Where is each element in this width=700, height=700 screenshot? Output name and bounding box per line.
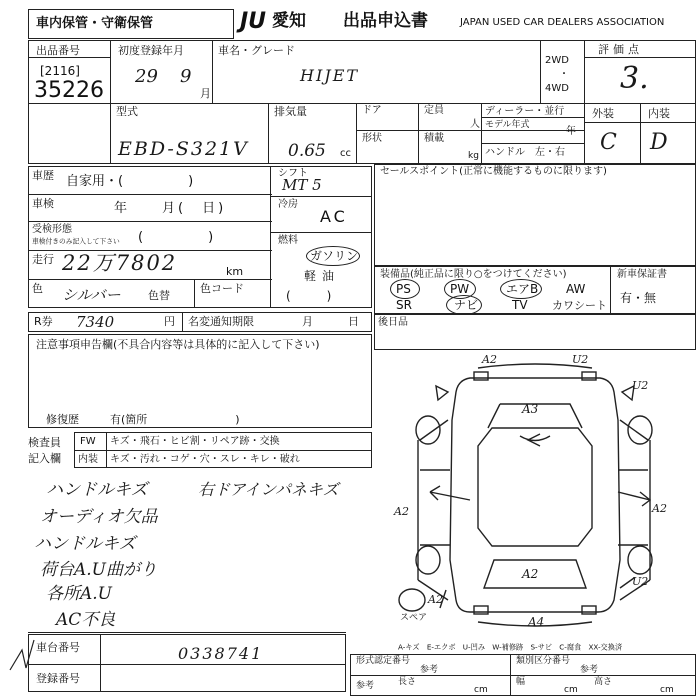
handwritten-note-right: 右ドアインパネキズ	[198, 480, 339, 499]
equip-pw: PW	[450, 282, 470, 296]
damage-mark-left: A2	[394, 505, 409, 518]
selling-point-label: セールスポイント(正常に機能するものに限ります)	[380, 166, 607, 177]
name-change-month: 月	[302, 315, 313, 328]
inspection-label: 車検	[32, 197, 54, 210]
spare-label: スペア	[400, 613, 428, 623]
load-label: 積載	[424, 133, 444, 144]
storage-title: 車内保管・守衛保管	[36, 16, 154, 31]
dealer-label: ディーラー・並行	[485, 106, 565, 117]
damage-mark-rear-bed: A2	[522, 567, 539, 581]
height-unit: cm	[660, 685, 674, 695]
mileage-unit: km	[226, 265, 244, 278]
damage-mark-front: A2	[482, 353, 497, 366]
length-unit: cm	[474, 685, 488, 695]
damage-mark-rear: A4	[528, 615, 545, 629]
inspection-value: 年 月( 日)	[114, 201, 227, 216]
door-label: ドア	[362, 105, 382, 116]
damage-mark-roof: A3	[522, 402, 539, 416]
lot-number: 35226	[34, 78, 104, 103]
fw-label: FW	[80, 436, 96, 447]
handwritten-note-3: ハンドルキズ	[34, 534, 136, 554]
shift-label: シフト	[278, 168, 308, 179]
interior-value: D	[650, 130, 668, 155]
ref-label: 参考	[356, 681, 375, 691]
damage-mark-rear-left: A2	[428, 593, 443, 606]
receive-note: 車検付きのみ記入して下さい	[32, 238, 120, 246]
fuel-label: 燃料	[278, 235, 298, 246]
displacement-value: 0.65	[288, 141, 326, 161]
displacement-unit: cc	[340, 148, 351, 159]
shift-value: MT 5	[282, 176, 322, 194]
drive-4wd: 4WD	[545, 83, 569, 94]
chassis-label: 車台番号	[36, 641, 80, 654]
type-approval-label: 形式認定番号	[356, 656, 411, 666]
type-approval-ref: 参考	[420, 665, 439, 675]
equip-seat: カワシート	[552, 299, 607, 312]
fuel-diesel: 軽油	[304, 269, 341, 283]
fuel-other: ( )	[286, 289, 332, 303]
width-label: 幅	[516, 677, 526, 687]
drive-2wd: 2WD	[545, 55, 569, 66]
handwritten-note-6: AC不良	[56, 610, 116, 630]
mileage-value: 22万7802	[62, 251, 178, 275]
year-unit: 年	[566, 126, 576, 137]
recycle-label: R券	[34, 315, 53, 328]
damage-legend: A-キズ E-エクボ U-凹み W-補修跡 S-サビ C-腐食 XX-交換済	[398, 644, 623, 653]
receive-label: 受検形態	[32, 224, 72, 235]
registration-label: 登録番号	[36, 672, 80, 685]
equip-sr: SR	[396, 298, 412, 312]
first-reg-month: 9	[180, 66, 192, 87]
usage-label: 車歴	[32, 169, 54, 182]
color-code-label: 色コード	[200, 282, 244, 295]
model-label: 型式	[116, 105, 138, 118]
equip-navi: ナビ	[454, 298, 479, 312]
width-unit: cm	[564, 685, 578, 695]
ac-value: AC	[320, 207, 348, 226]
model-value: EBD-S321V	[118, 138, 249, 160]
repair-history-label: 修復歴	[46, 413, 79, 426]
interior-check-items: キズ・汚れ・コゲ・穴・スレ・キレ・破れ	[110, 454, 300, 465]
equip-ps: PS	[396, 282, 411, 296]
fw-items: キズ・飛石・ヒビ割・リペア跡・交換	[110, 436, 280, 447]
handle-label: ハンドル 左・右	[485, 147, 565, 158]
receive-value: ( )	[138, 230, 214, 245]
recycle-unit: 円	[164, 315, 175, 328]
repair-history-value: 有(箇所 )	[110, 413, 240, 426]
capacity-label: 定員	[424, 105, 444, 116]
car-name-label: 車名・グレード	[218, 44, 295, 57]
handwritten-note-4: 荷台A.U曲がり	[40, 560, 158, 580]
damage-mark-rear-right: U2	[632, 575, 649, 588]
rear-item-label: 後日品	[378, 317, 408, 328]
equip-aw: AW	[566, 282, 586, 296]
handwritten-note-1: ハンドルキズ	[46, 480, 148, 500]
inspector-label-2: 記入欄	[28, 452, 61, 465]
org-name: 愛知	[272, 11, 306, 31]
equip-tv: TV	[512, 298, 528, 312]
fuel-gasoline: ガソリン	[310, 249, 359, 263]
car-name-value: HIJET	[300, 66, 360, 85]
handwritten-note-2: オーディオ欠品	[40, 507, 158, 527]
form-title: 出品申込書	[343, 11, 428, 31]
score-value: 3.	[620, 61, 649, 96]
shape-label: 形状	[362, 133, 382, 144]
first-reg-year: 29	[135, 66, 158, 87]
lot-label: 出品番号	[36, 44, 80, 57]
interior-check-label: 内装	[78, 454, 98, 465]
category-label: 類別区分番号	[516, 656, 571, 666]
length-label: 長さ	[398, 677, 417, 687]
capacity-unit: 人	[470, 119, 480, 130]
mileage-label: 走行	[32, 253, 54, 266]
score-label: 評価点	[598, 43, 643, 56]
warranty-label: 新車保証書	[617, 269, 667, 280]
first-reg-month-unit: 月	[200, 87, 211, 100]
first-reg-label: 初度登録年月	[118, 44, 184, 57]
exterior-value: C	[600, 130, 617, 155]
warranty-value: 有・無	[620, 291, 657, 305]
inspector-label-1: 検査員	[28, 436, 61, 449]
color-value: シルバー	[62, 286, 121, 304]
association-name: JAPAN USED CAR DEALERS ASSOCIATION	[460, 17, 665, 28]
ac-label: 冷房	[278, 199, 298, 210]
color-change-label: 色替	[148, 289, 170, 302]
damage-mark-front-right: U2	[572, 353, 589, 366]
load-unit: kg	[468, 151, 479, 161]
damage-mark-right-front: U2	[632, 379, 649, 392]
color-label: 色	[32, 282, 43, 295]
usage-value: 自家用・( )	[66, 174, 194, 189]
category-ref: 参考	[580, 665, 599, 675]
interior-label: 内装	[648, 107, 670, 120]
displacement-label: 排気量	[274, 105, 307, 118]
notes-label: 注意事項申告欄(不具合内容等は具体的に記入して下さい)	[36, 338, 320, 351]
equip-airbag: エアB	[506, 282, 539, 296]
chassis-number: 0338741	[178, 644, 264, 663]
equipment-label: 装備品(純正品に限り○をつけてください)	[380, 269, 567, 280]
ju-logo: JU	[240, 9, 267, 34]
name-change-day: 日	[348, 315, 359, 328]
damage-mark-right: A2	[652, 502, 667, 515]
recycle-value: 7340	[76, 313, 115, 331]
model-year-label: モデル年式	[485, 120, 530, 130]
exterior-label: 外装	[592, 107, 614, 120]
name-change-label: 名変通知期限	[188, 315, 254, 328]
lot-bracket: [2116]	[40, 64, 80, 78]
height-label: 高さ	[594, 677, 613, 687]
handwritten-note-5: 各所A.U	[46, 584, 113, 604]
